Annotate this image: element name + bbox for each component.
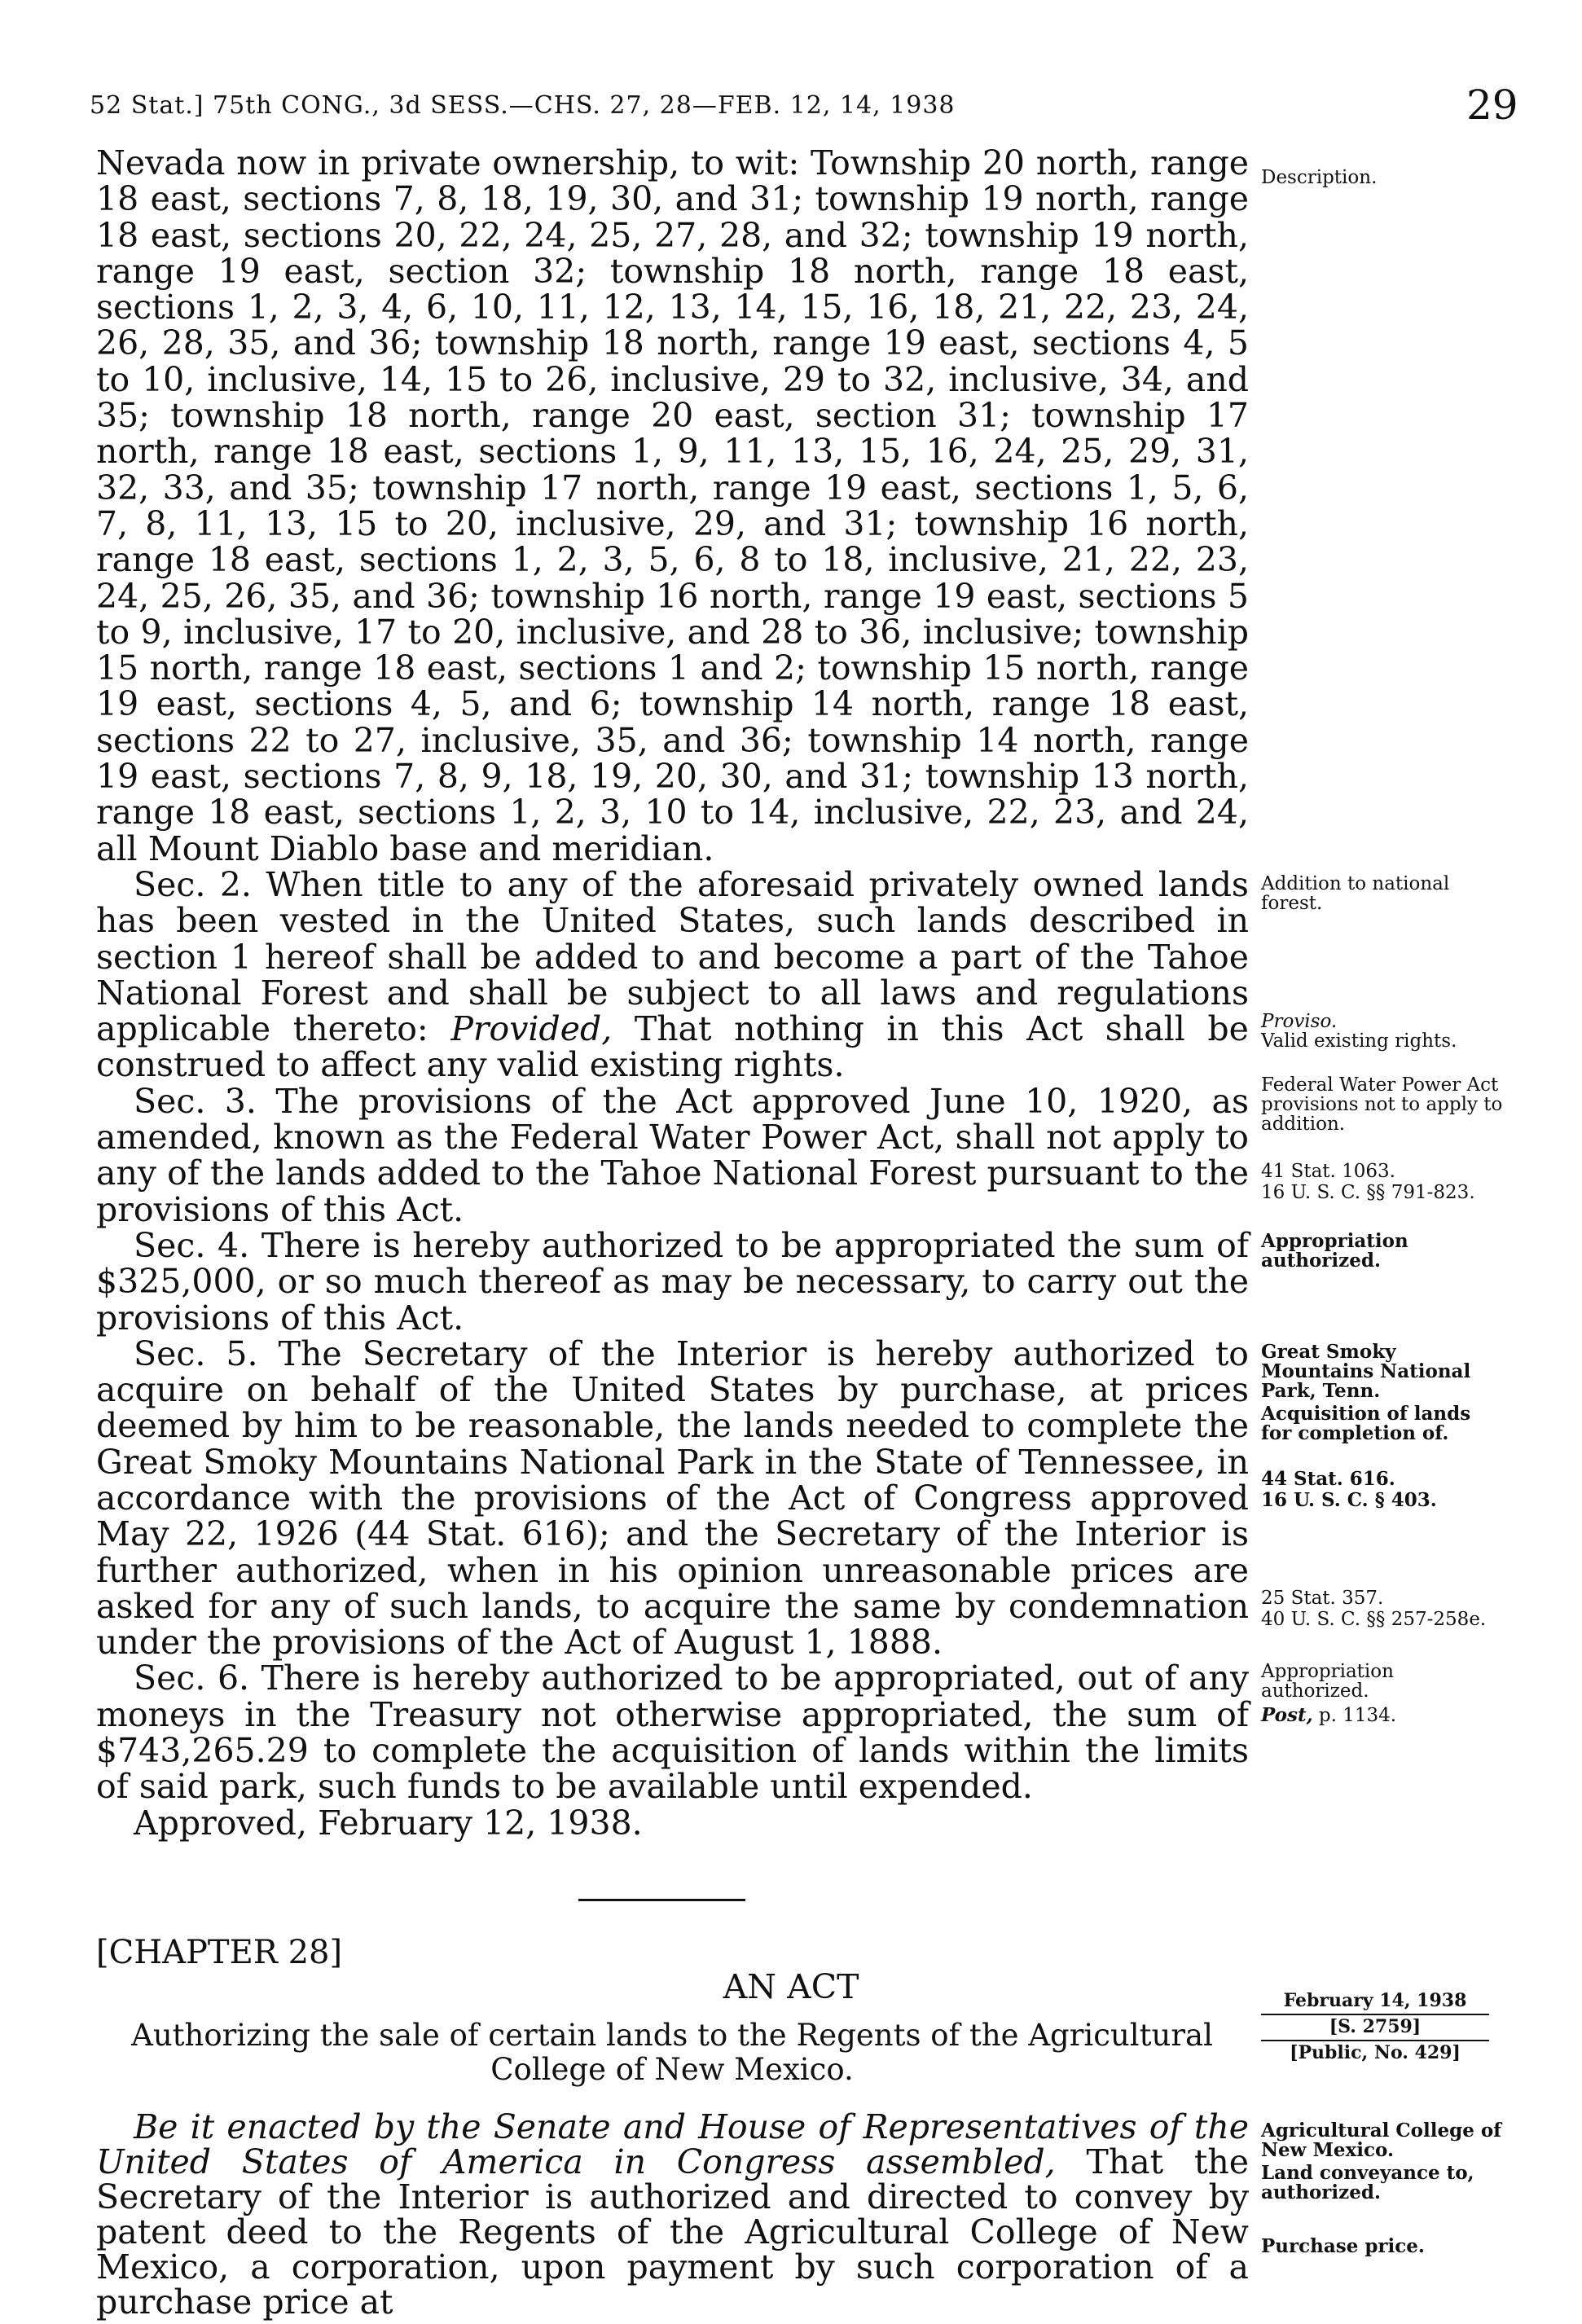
margin-note-addition: Addition to national forest. (1261, 873, 1450, 914)
margin-note-great-smoky: Great Smoky Mountains National Park, Tenn. (1261, 1341, 1471, 1402)
margin-note-purchase-price: Purchase price. (1261, 2235, 1425, 2257)
section-2-label: Sec. 2. (134, 864, 252, 904)
act-description: Authorizing the sale of certain lands to the Regents of the Agricultural College of New Mexico. (131, 2018, 1213, 2087)
enacting-clause: Be it enacted by the Senate and House of Representatives of the United States of America in Congress assembled, (96, 2107, 1249, 2181)
margin-note-16-usc-403: 16 U. S. C. § 403. (1261, 1489, 1437, 1511)
running-header: 52 Stat.] 75th CONG., 3d SESS.—CHS. 27, 28—FEB. 12, 14, 1938 (90, 91, 956, 120)
section-5-text: The Secretary of the Interior is hereby authorized to acquire on behalf of the United States by purchase, at prices deemed by him to be reasonable, the lands needed to complete the Great Smoky Mountains National Park in the State of Tennessee, in accordance with the provisions of the Act of Congress approved May 22, 1926 (44 Stat. 616); and the Secretary of the Interior is further authorized, when in his opinion unreasonable prices are asked for any of such lands, to acquire the same by condemnation under the provisions of the Act of August 1, 1888. (96, 1333, 1249, 1663)
margin-note-fwp-usc: 16 U. S. C. §§ 791-823. (1261, 1182, 1475, 1203)
section-5-label: Sec. 5. (134, 1333, 258, 1373)
enacting-paragraph (96, 2107, 1249, 2322)
margin-note-acquisition: Acquisition of lands for completion of. (1261, 1403, 1471, 1444)
section-2 (96, 864, 1249, 1085)
section-4-label: Sec. 4. (134, 1225, 250, 1265)
page-number: 29 (1466, 81, 1518, 129)
section-6-label: Sec. 6. (134, 1658, 250, 1698)
act-date-block (1261, 1990, 1489, 2064)
margin-note-fwp-stat: 41 Stat. 1063. (1261, 1161, 1395, 1182)
section-3-text: The provisions of the Act approved June 10, 1920, as amended, known as the Federal Water Power Act, shall not apply to any of the lands added to the Tahoe National Forest pursuant to the provisions of this Act. (96, 1081, 1249, 1229)
margin-note-proviso (1261, 1012, 1530, 1031)
margin-note-44-stat: 44 Stat. 616. (1261, 1468, 1395, 1490)
act-title: AN ACT (723, 1967, 859, 2006)
margin-note-ag-college: Agricultural College of New Mexico. (1261, 2120, 1502, 2161)
section-4 (96, 1225, 1249, 1338)
section-2-text: When title to any of the aforesaid privately owned lands has been vested in the United States, such lands described in section 1 hereof shall be added to and become a part of the Tahoe National Forest and shall be subject to all laws and regulations applicable thereto: (96, 864, 1249, 1049)
main-text-column (96, 145, 1249, 1841)
public-law-number: [Public, No. 429] (1261, 2040, 1489, 2064)
section-5 (96, 1333, 1249, 1663)
section-3 (96, 1083, 1249, 1228)
chapter-divider (578, 1899, 745, 1901)
township-paragraph: Nevada now in private ownership, to wit: Township 20 north, range 18 east, sections 7, 8, 18, 19, 30, and 31; township 19 north, range 18 east, sections 20, 22, 24, 25, 27, 28, and 32; township 19 north, range 19 east, section 32; township 18 north, range 18 east, sections 1, 2, 3, 4, 6, 10, 11, 12, 13, 14, 15, 16, 18, 21, 22, 23, 24, 26, 28, 35, and 36; township 18 north, range 19 east, sections 4, 5 to 10, inclusive, 14, 15 to 26, inclusive, 29 to 32, inclusive, 34, and 35; township 18 north, range 20 east, section 31; township 17 north, range 18 east, sections 1, 9, 11, 13, 15, 16, 24, 25, 29, 31, 32, 33, and 35; township 17 north, range 19 east, sections 1, 5, 6, 7, 8, 11, 13, 15 to 20, inclusive, 29, and 31; township 16 north, range 18 east, sections 1, 2, 3, 5, 6, 8 to 18, inclusive, 21, 22, 23, 24, 25, 26, 35, and 36; township 16 north, range 19 east, sections 5 to 9, inclusive, 17 to 20, inclusive, and 28 to 36, inclusive; township 15 north, range 18 east, sections 1 and 2; township 15 north, range 19 east, sections 4, 5, and 6; township 14 north, range 18 east, sections 22 to 27, inclusive, 35, and 36; township 14 north, range 19 east, sections 7, 8, 9, 18, 19, 20, 30, and 31; township 13 north, range 18 east, sections 1, 2, 3, 10 to 14, inclusive, 22, 23, and 24, all Mount Diablo base and meridian. (96, 143, 1249, 868)
proviso-word: Provided, (450, 1009, 613, 1049)
margin-note-fwp: Federal Water Power Act provisions not to apply to addition. (1261, 1074, 1503, 1135)
margin-note-description: Description. (1261, 167, 1378, 188)
section-4-text: There is hereby authorized to be appropriated the sum of $325,000, or so much thereof as may be necessary, to carry out the provisions of this Act. (96, 1225, 1249, 1338)
margin-note-40-usc: 40 U. S. C. §§ 257-258e. (1261, 1609, 1487, 1630)
enacting-text: That the Secretary of the Interior is authorized and directed to convey by patent deed to the Regents of the Agricultural College of New Mexico, a corporation, upon payment by such corporation of a purchase price at (96, 2142, 1249, 2322)
chapter-label: [CHAPTER 28] (96, 1934, 343, 1971)
margin-note-appropriation-1: Appropriation authorized. (1261, 1230, 1408, 1272)
margin-note-post (1261, 1706, 1530, 1725)
margin-note-land-conveyance: Land conveyance to, authorized. (1261, 2162, 1474, 2203)
margin-note-25-stat: 25 Stat. 357. (1261, 1588, 1384, 1609)
section-3-label: Sec. 3. (134, 1081, 257, 1121)
section-2-text-b: That nothing in this Act shall be construed to affect any valid existing rights. (96, 1009, 1249, 1085)
bill-number: [S. 2759] (1261, 2014, 1489, 2038)
margin-note-valid-rights: Valid existing rights. (1261, 1030, 1457, 1052)
section-6 (96, 1658, 1249, 1807)
margin-post-word: Post, (1261, 1704, 1313, 1726)
margin-note-appropriation-2: Appropriation authorized. (1261, 1661, 1394, 1702)
act-date: February 14, 1938 (1283, 1990, 1467, 2011)
section-6-text: There is hereby authorized to be appropriated, out of any moneys in the Treasury not otherwise appropriated, the sum of $743,265.29 to complete the acquisition of lands within the limits of said park, such funds to be available until expended. (96, 1658, 1249, 1807)
margin-proviso-word: Proviso. (1261, 1011, 1338, 1032)
margin-post-page: p. 1134. (1318, 1705, 1397, 1726)
approval-line: Approved, February 12, 1938. (134, 1803, 643, 1843)
